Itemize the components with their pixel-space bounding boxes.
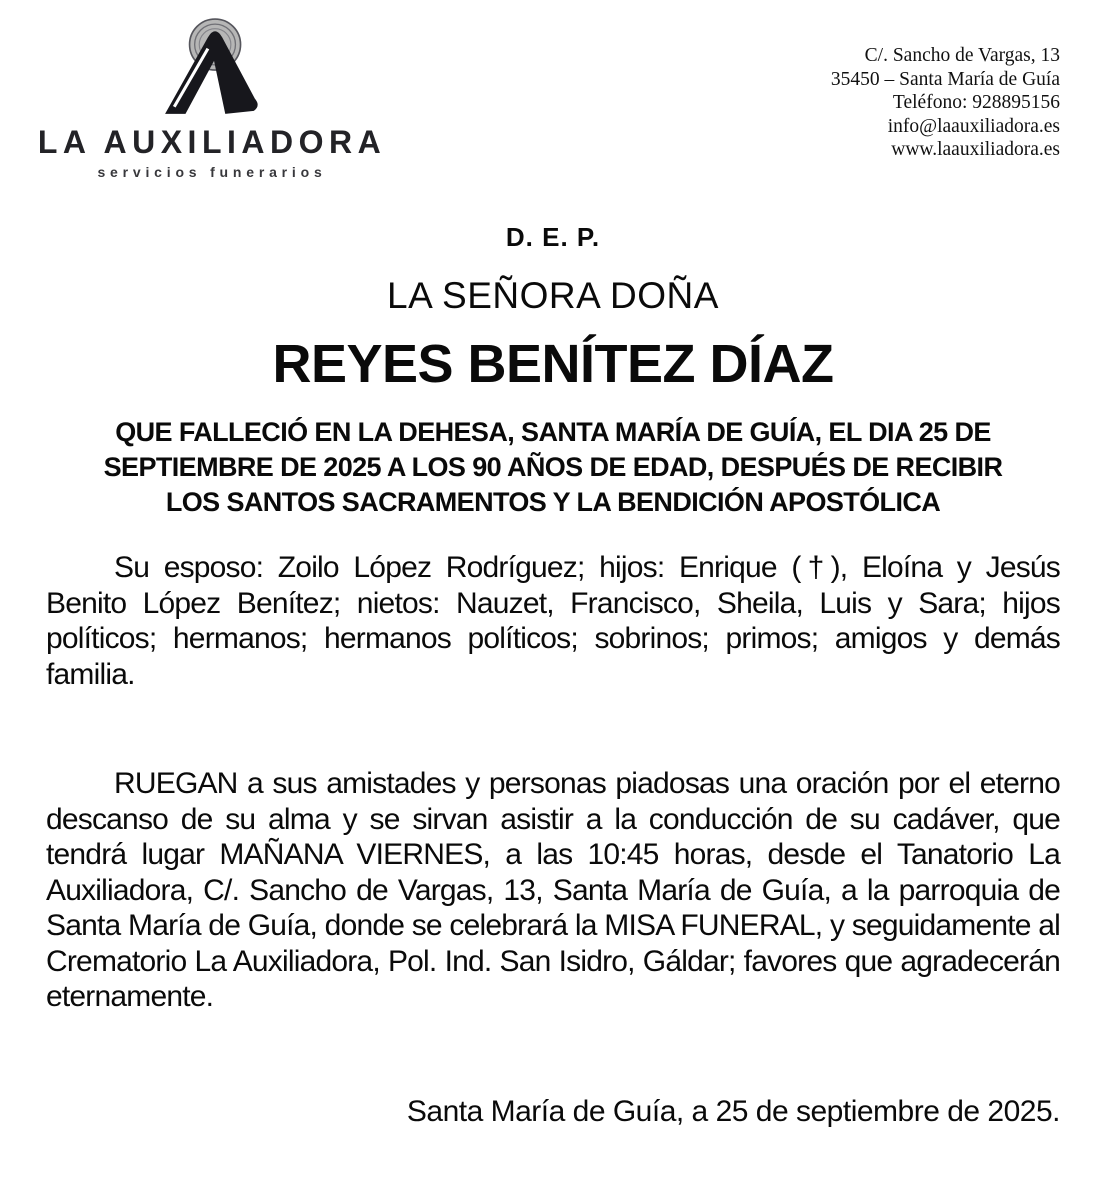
funeral-home-logo bbox=[37, 18, 387, 180]
death-statement: QUE FALLECIÓ EN LA DEHESA, SANTA MARÍA DE GUÍA, EL DIA 25 DE SEPTIEMBRE DE 2025 A LOS 90 AÑOS DE EDAD, DESPUÉS DE RECIBIR LOS SANTOS SACRAMENTOS Y LA BENDICIÓN APOSTÓLICA bbox=[103, 417, 1003, 517]
honorific-heading: LA SEÑORA DOÑA bbox=[387, 275, 719, 316]
notice-body bbox=[0, 550, 1106, 1015]
place-date-line: Santa María de Guía, a 25 de septiembre de 2025. bbox=[406, 1094, 1060, 1128]
contact-email: info@laauxiliadora.es bbox=[887, 115, 1060, 137]
brand-name: LA AUXILIADORA bbox=[37, 124, 387, 160]
header bbox=[0, 0, 1106, 180]
request-paragraph: RUEGAN a sus amistades y personas piadosas una oración por el eterno descanso de su alma y se sirvan asistir a la conducción de su cadáver, que tendrá lugar MAÑANA VIERNES, a las 10:45 horas, desde el Tanatorio La Auxiliadora, C/. Sancho de Vargas, 13, Santa María de Guía, a la parroquia de Santa María de Guía, donde se celebrará la MISA FUNERAL, y seguidamente al Crematorio La Auxiliadora, Pol. Ind. San Isidro, Gáldar; favores que agradecerán eternamente. bbox=[46, 767, 1060, 1013]
contact-block bbox=[831, 44, 1060, 162]
contact-phone: Teléfono: 928895156 bbox=[892, 92, 1060, 113]
contact-address-street: C/. Sancho de Vargas, 13 bbox=[864, 45, 1060, 66]
deceased-name: REYES BENÍTEZ DÍAZ bbox=[272, 334, 834, 394]
family-paragraph: Su esposo: Zoilo López Rodríguez; hijos: Enrique (†), Eloína y Jesús Benito López Benítez; nietos: Nauzet, Francisco, Sheila, Luis y Sara; hijos políticos; hermanos; hermanos políticos; sobrinos; primos; amigos y demás familia. bbox=[46, 551, 1060, 691]
dep-heading: D. E. P. bbox=[505, 222, 601, 252]
contact-address-city: 35450 – Santa María de Guía bbox=[830, 68, 1060, 90]
mountain-a-emblem-icon bbox=[160, 18, 264, 120]
brand-tagline: servicios funerarios bbox=[97, 164, 327, 180]
contact-website: www.laauxiliadora.es bbox=[891, 139, 1060, 160]
